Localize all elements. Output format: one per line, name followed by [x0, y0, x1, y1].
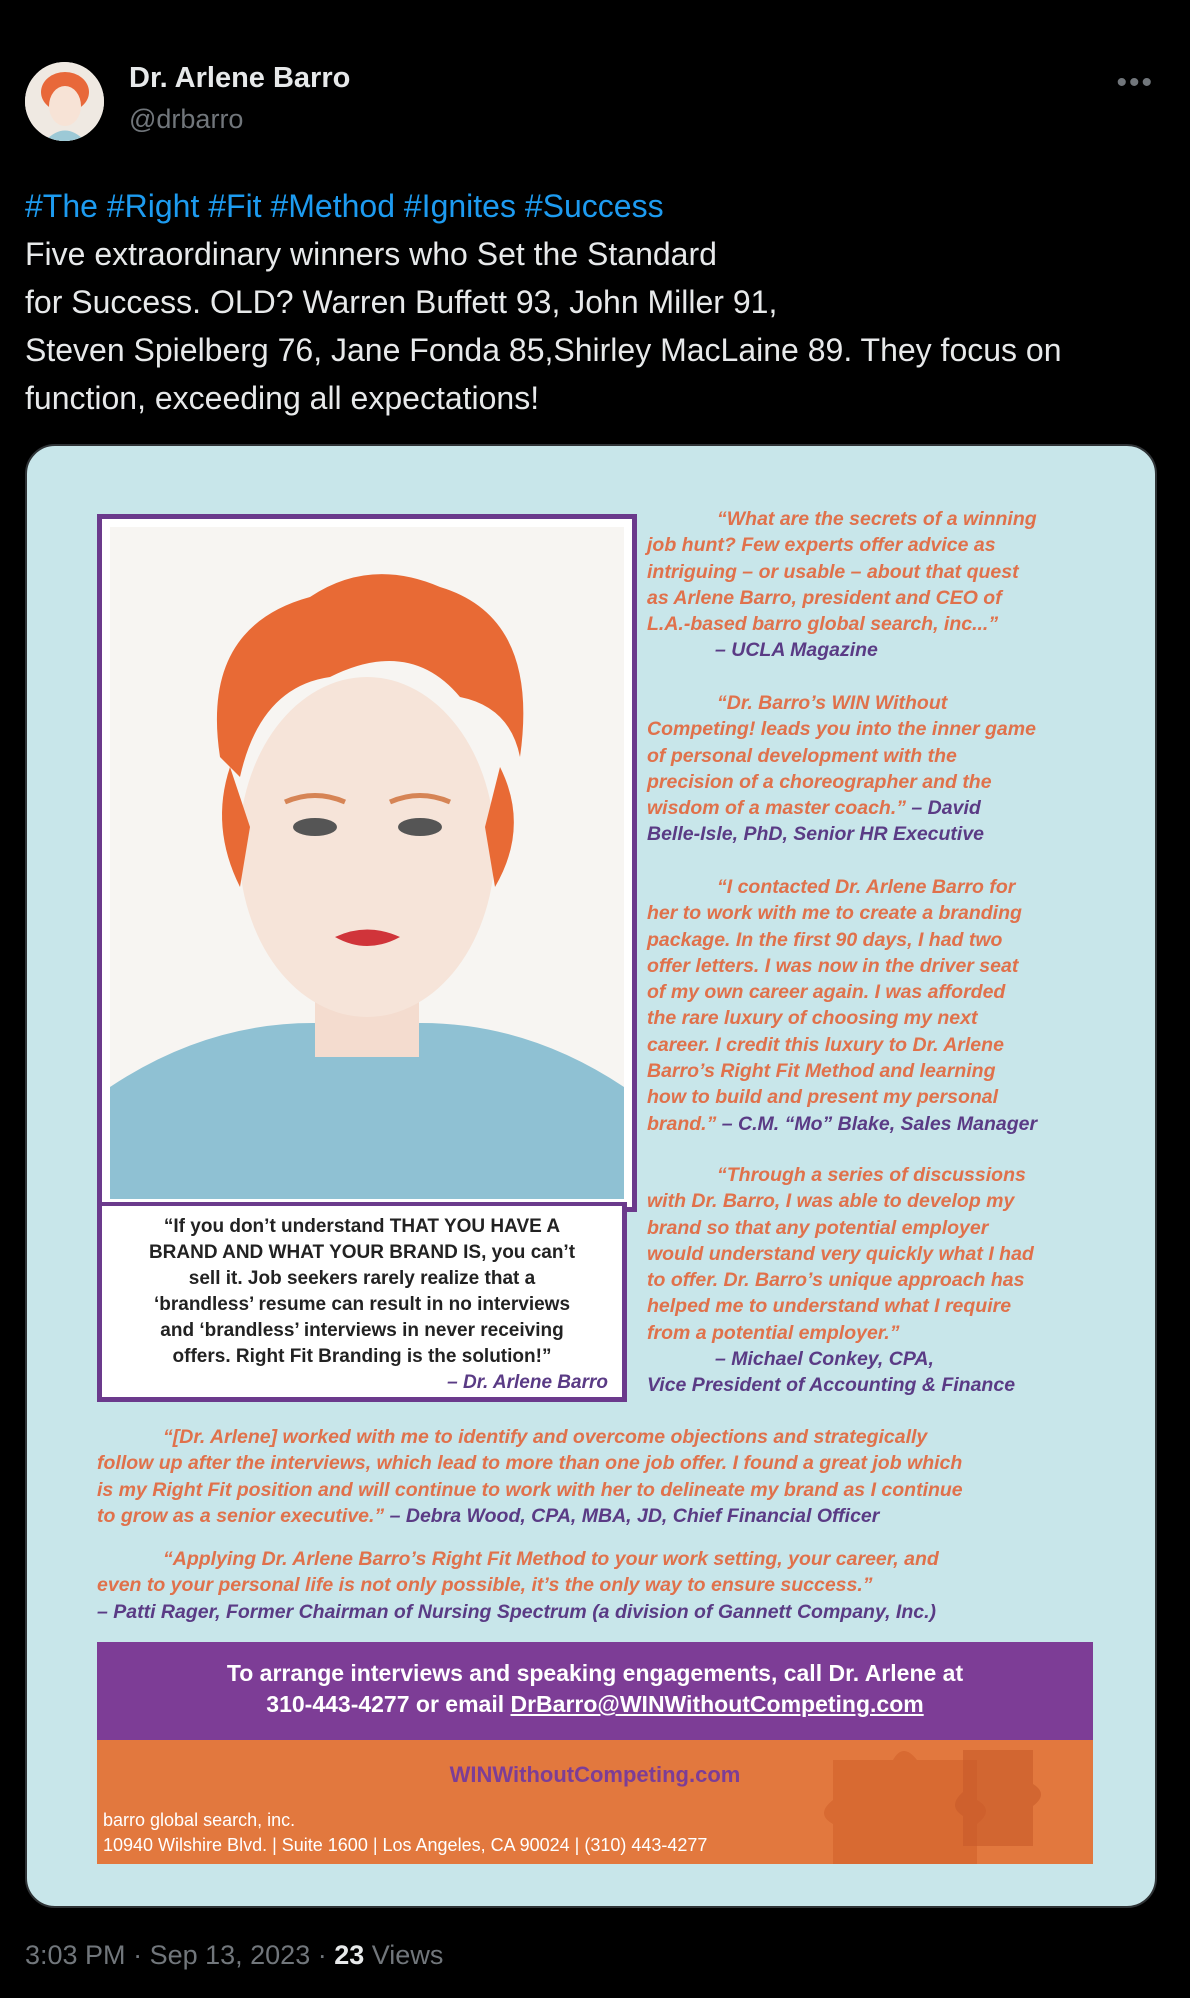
quote-line: to offer. Dr. Barro’s unique approach has	[647, 1269, 1025, 1292]
quote-attribution: Vice President of Accounting & Finance	[647, 1374, 1016, 1397]
views-count: 23	[334, 1940, 365, 1970]
quote-line: offer letters. I was now in the driver seat	[647, 954, 1019, 977]
avatar-portrait	[25, 62, 104, 141]
tweet-time[interactable]: 3:03 PM	[25, 1940, 126, 1970]
hashtag-link[interactable]: #The	[25, 188, 98, 224]
quote-line: from a potential employer.”	[647, 1321, 900, 1344]
quote-line: even to your personal life is not only possible, it’s the only way to ensure success.”	[97, 1574, 873, 1597]
hashtag-link[interactable]: #Success	[524, 188, 664, 224]
contact-phone: 310-443-4277 or email	[266, 1691, 505, 1717]
quote-line: L.A.-based barro global search, inc...”	[647, 613, 999, 636]
testimonial-conkey	[647, 1162, 1117, 1399]
quote-line: how to build and present my personal	[647, 1086, 999, 1109]
quote-line: job hunt? Few experts offer advice as	[647, 534, 996, 557]
author-avatar[interactable]	[25, 62, 104, 141]
quote-line: brand so that any potential employer	[647, 1216, 989, 1239]
website-label: WINWithoutCompeting.com	[449, 1762, 741, 1787]
caption-line: “If you don’t understand THAT YOU HAVE A	[163, 1216, 561, 1237]
quote-line: of personal development with the	[647, 744, 957, 767]
hashtag-link[interactable]: #Right	[106, 188, 200, 224]
tweet-body-line: for Success. OLD? Warren Buffett 93, John Miller 91,	[25, 284, 778, 320]
footer-banner	[97, 1740, 1093, 1864]
quote-attribution: – Michael Conkey, CPA,	[715, 1348, 934, 1371]
portrait-illustration	[110, 527, 624, 1199]
contact-email: DrBarro@WINWithoutCompeting.com	[510, 1691, 924, 1717]
contact-banner	[97, 1642, 1093, 1740]
tweet-meta: 3:03 PM · Sep 13, 2023 · 23 Views	[25, 1940, 444, 1970]
tweet-text	[25, 182, 1155, 422]
quote-line: to grow as a senior executive.”	[97, 1504, 385, 1527]
tweet-body-line: function, exceeding all expectations!	[25, 380, 540, 416]
hashtag-link[interactable]: #Method	[270, 188, 395, 224]
quote-attribution: – UCLA Magazine	[715, 639, 878, 662]
quote-attribution: – Patti Rager, Former Chairman of Nursing Spectrum (a division of Gannett Company, Inc.)	[97, 1600, 936, 1623]
quote-line: wisdom of a master coach.”	[647, 797, 906, 820]
portrait-caption	[97, 1202, 627, 1402]
quote-line: career. I credit this luxury to Dr. Arlene	[647, 1033, 1004, 1056]
quote-line: package. In the first 90 days, I had two	[647, 928, 1003, 951]
tweet-date[interactable]: Sep 13, 2023	[149, 1940, 311, 1970]
quote-line: follow up after the interviews, which lead to more than one job offer. I found a great job which	[97, 1452, 963, 1475]
quote-line: Barro’s Right Fit Method and learning	[647, 1060, 996, 1083]
puzzle-pieces-graphic	[793, 1740, 1093, 1864]
quote-line: helped me to understand what I require	[647, 1295, 1012, 1318]
quote-line: would understand very quickly what I had	[647, 1242, 1034, 1265]
quote-line: “Applying Dr. Arlene Barro’s Right Fit Method to your work setting, your career, and	[163, 1548, 939, 1570]
tweet-body-line: Steven Spielberg 76, Jane Fonda 85,Shirley MacLaine 89. They focus on	[25, 332, 1062, 368]
caption-attribution: – Dr. Arlene Barro	[447, 1372, 608, 1393]
quote-attribution: – C.M. “Mo” Blake, Sales Manager	[721, 1112, 1038, 1135]
quote-line: brand.”	[647, 1112, 717, 1135]
company-name: barro global search, inc.	[103, 1810, 296, 1830]
company-address: 10940 Wilshire Blvd. | Suite 1600 | Los Angeles, CA 90024 | (310) 443-4277	[103, 1835, 708, 1855]
quote-line: “Through a series of discussions	[717, 1164, 1026, 1186]
caption-line: sell it. Job seekers rarely realize that a	[188, 1268, 536, 1289]
caption-line: BRAND AND WHAT YOUR BRAND IS, you can’t	[148, 1242, 576, 1263]
quote-line: “[Dr. Arlene] worked with me to identify and overcome objections and strategically	[163, 1426, 928, 1448]
tweet-body-line: Five extraordinary winners who Set the Standard	[25, 236, 717, 272]
portrait-photo	[110, 527, 624, 1199]
testimonial-rager	[97, 1546, 1107, 1625]
quote-line: her to work with me to create a branding	[647, 902, 1022, 925]
portrait-frame	[97, 514, 637, 1212]
quote-line: “I contacted Dr. Arlene Barro for	[717, 876, 1016, 898]
quote-line: Competing! leads you into the inner game	[647, 718, 1036, 741]
hashtags	[25, 182, 1155, 230]
quote-line: precision of a choreographer and the	[647, 770, 992, 793]
quote-line: is my Right Fit position and will continue to work with her to delineate my brand as I continue	[97, 1478, 963, 1501]
quote-line: with Dr. Barro, I was able to develop my	[647, 1190, 1015, 1213]
caption-line: offers. Right Fit Branding is the solution!”	[172, 1346, 552, 1367]
author-name[interactable]: Dr. Arlene Barro	[129, 62, 351, 94]
testimonial-wood	[97, 1424, 1107, 1529]
quote-line: “Dr. Barro’s WIN Without	[717, 692, 948, 714]
testimonial-ucla	[647, 506, 1117, 664]
views-label: Views	[371, 1940, 444, 1970]
testimonial-belle-isle	[647, 690, 1117, 848]
contact-line: To arrange interviews and speaking engagements, call Dr. Arlene at	[226, 1660, 964, 1686]
quote-attribution: – David	[911, 797, 981, 820]
quote-line: of my own career again. I was afforded	[647, 981, 1006, 1004]
quote-line: as Arlene Barro, president and CEO of	[647, 586, 1002, 609]
caption-line: ‘brandless’ resume can result in no interviews	[153, 1294, 571, 1315]
quote-line: “What are the secrets of a winning	[717, 508, 1037, 530]
quote-line: intriguing – or usable – about that quest	[647, 560, 1019, 583]
quote-line: the rare luxury of choosing my next	[647, 1007, 978, 1030]
quote-attribution: Belle-Isle, PhD, Senior HR Executive	[647, 823, 985, 846]
hashtag-link[interactable]: #Ignites	[403, 188, 516, 224]
testimonial-blake	[647, 874, 1117, 1137]
more-horizontal-icon[interactable]: •••	[1116, 66, 1154, 99]
tweet-image[interactable]	[25, 444, 1157, 1908]
caption-line: and ‘brandless’ interviews in never receiving	[160, 1320, 564, 1341]
hashtag-link[interactable]: #Fit	[208, 188, 262, 224]
author-handle[interactable]: @drbarro	[129, 104, 244, 134]
quote-attribution: – Debra Wood, CPA, MBA, JD, Chief Financial Officer	[389, 1504, 880, 1527]
